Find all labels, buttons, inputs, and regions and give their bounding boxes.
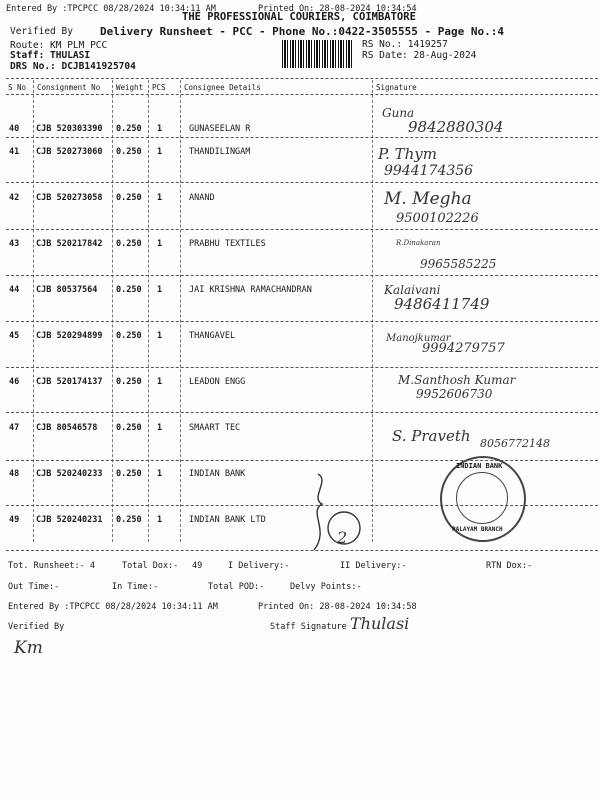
verified-by-bottom: Verified By <box>8 622 65 632</box>
total-pod: Total POD:- <box>208 582 265 592</box>
printed-on-bottom: Printed On: 28-08-2024 10:34:58 <box>258 602 417 612</box>
row-consignee: INDIAN BANK LTD <box>189 515 266 525</box>
row-weight: 0.250 <box>116 193 142 203</box>
row-sno: 42 <box>9 193 20 203</box>
row-pcs: 1 <box>157 285 163 295</box>
signature-name: Manojkumar <box>386 333 451 344</box>
row-weight: 0.250 <box>116 469 142 479</box>
col-consignee: Consignee Details <box>184 83 261 92</box>
row-consignee: LEADON ENGG <box>189 377 246 387</box>
col-sno: S No <box>8 83 27 92</box>
signature-phone: 9994279757 <box>422 341 505 356</box>
row-consignee: THANGAVEL <box>189 331 236 341</box>
header-divider-bottom <box>6 94 598 95</box>
row-sno: 48 <box>9 469 20 479</box>
ii-delivery: II Delivery:- <box>340 561 407 571</box>
drs-number: DRS No.: DCJB141925704 <box>10 61 136 72</box>
row-pcs: 1 <box>157 124 163 134</box>
row-divider <box>6 367 598 368</box>
runsheet-title: Delivery Runsheet - PCC - Phone No.:0422-3505555 - Page No.:4 <box>100 25 504 38</box>
signature-phone: 9486411749 <box>394 295 490 313</box>
row-consignee: SMAART TEC <box>189 423 241 433</box>
row-weight: 0.250 <box>116 377 142 387</box>
row-consignee: THANDILINGAM <box>189 147 251 157</box>
route: Route: KM PLM PCC <box>10 40 108 51</box>
row-consignee: INDIAN BANK <box>189 469 246 479</box>
staff-signature-label: Staff Signature <box>270 622 347 632</box>
entered-by-top: Entered By :TPCPCC 08/28/2024 10:34:11 AM <box>6 4 216 14</box>
row-consignment: CJB 520174137 <box>36 377 103 387</box>
row-weight: 0.250 <box>116 423 142 433</box>
header-divider-top <box>6 78 598 79</box>
row-pcs: 1 <box>157 147 163 157</box>
row-pcs: 1 <box>157 377 163 387</box>
col-pcs: PCS <box>152 83 166 92</box>
row-consignment: CJB 520273058 <box>36 193 103 203</box>
rtn-dox: RTN Dox:- <box>486 561 533 571</box>
row-divider <box>6 460 598 461</box>
row-pcs: 1 <box>157 515 163 525</box>
row-weight: 0.250 <box>116 239 142 249</box>
signature-phone: 9952606730 <box>416 387 493 401</box>
row-divider <box>6 321 598 322</box>
staff-signature: Thulasi <box>350 614 410 633</box>
table-row <box>0 371 600 417</box>
staff-name: Staff: THULASI <box>10 50 91 61</box>
row-consignment: CJB 520240233 <box>36 469 103 479</box>
signature-name: S. Praveth <box>392 427 471 445</box>
signature-phone: 9944174356 <box>384 163 474 179</box>
stamp-inner-ring <box>456 472 508 524</box>
col-weight: Weight <box>116 83 144 92</box>
signature-phone: 9500102226 <box>396 211 479 226</box>
row-sno: 44 <box>9 285 20 295</box>
verified-by-signature: Km <box>14 638 43 658</box>
handwritten-count: 2 <box>337 528 348 547</box>
row-consignment: CJB 520217842 <box>36 239 103 249</box>
row-weight: 0.250 <box>116 147 142 157</box>
row-sno: 43 <box>9 239 20 249</box>
row-consignment: CJB 80546578 <box>36 423 98 433</box>
row-consignee: GUNASEELAN R <box>189 124 251 134</box>
in-time: In Time:- <box>112 582 159 592</box>
table-row <box>0 141 600 187</box>
total-dox-label: Total Dox:- <box>122 561 179 571</box>
row-sno: 40 <box>9 124 20 134</box>
table-row <box>0 417 600 463</box>
signature-phone: 9842880304 <box>408 118 504 136</box>
total-dox-value: 49 <box>192 561 203 571</box>
row-consignment: CJB 520240231 <box>36 515 103 525</box>
company-name: THE PROFESSIONAL COURIERS, COIMBATORE <box>182 11 416 23</box>
stamp-branch: PALAYAM BRANCH <box>452 526 503 533</box>
row-consignment: CJB 520294899 <box>36 331 103 341</box>
verified-by-top: Verified By <box>10 26 73 37</box>
row-sno: 47 <box>9 423 20 433</box>
row-consignee: JAI KRISHNA RAMACHANDRAN <box>189 285 312 295</box>
table-row <box>0 279 600 325</box>
row-weight: 0.250 <box>116 285 142 295</box>
bank-stamp <box>440 456 526 542</box>
rs-date: RS Date: 28-Aug-2024 <box>362 50 477 61</box>
table-row <box>0 187 600 233</box>
printed-on-top: Printed On: 28-08-2024 10:34:54 <box>258 4 417 14</box>
row-pcs: 1 <box>157 423 163 433</box>
handwritten-bracket <box>300 470 370 560</box>
row-consignee: ANAND <box>189 193 215 203</box>
row-divider <box>6 229 598 230</box>
row-divider <box>6 275 598 276</box>
row-weight: 0.250 <box>116 124 142 134</box>
tot-runsheet: Tot. Runsheet:- 4 <box>8 561 95 571</box>
row-sno: 46 <box>9 377 20 387</box>
row-pcs: 1 <box>157 193 163 203</box>
row-pcs: 1 <box>157 331 163 341</box>
row-divider <box>6 137 598 138</box>
signature-name: R.Dinakaran <box>396 239 441 247</box>
signature-name: M. Megha <box>384 189 472 209</box>
row-consignment: CJB 520273060 <box>36 147 103 157</box>
i-delivery: I Delivery:- <box>228 561 290 571</box>
row-pcs: 1 <box>157 469 163 479</box>
signature-name: Guna <box>382 106 415 120</box>
row-sno: 41 <box>9 147 20 157</box>
signature-name: P. Thym <box>378 145 437 163</box>
row-pcs: 1 <box>157 239 163 249</box>
rs-number: RS No.: 1419257 <box>362 39 448 50</box>
col-signature: Signature <box>376 83 417 92</box>
table-row <box>0 325 600 371</box>
delvy-points: Delvy Points:- <box>290 582 362 592</box>
signature-name: Kalaivani <box>384 283 441 297</box>
row-sno: 49 <box>9 515 20 525</box>
row-weight: 0.250 <box>116 331 142 341</box>
entered-by-bottom: Entered By :TPCPCC 08/28/2024 10:34:11 AM <box>8 602 218 612</box>
row-sno: 45 <box>9 331 20 341</box>
out-time: Out Time:- <box>8 582 60 592</box>
stamp-text: INDIAN BANK <box>456 462 503 470</box>
signature-phone: 9965585225 <box>420 257 497 271</box>
barcode <box>282 40 352 68</box>
row-consignment: CJB 520303390 <box>36 124 103 134</box>
row-consignee: PRABHU TEXTILES <box>189 239 266 249</box>
signature-name: M.Santhosh Kumar <box>398 373 516 387</box>
row-consignment: CJB 80537564 <box>36 285 98 295</box>
signature-phone: 8056772148 <box>480 437 550 450</box>
row-divider <box>6 182 598 183</box>
table-row <box>0 233 600 279</box>
row-divider <box>6 412 598 413</box>
row-weight: 0.250 <box>116 515 142 525</box>
col-consignment: Consignment No <box>37 83 101 92</box>
